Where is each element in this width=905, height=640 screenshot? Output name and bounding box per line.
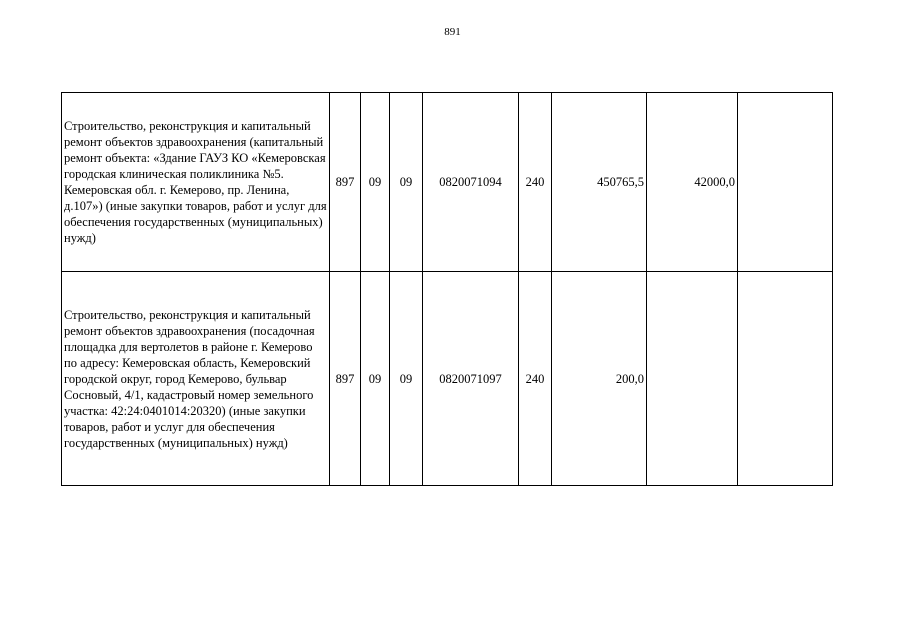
amount-1-cell: 450765,5 (552, 93, 647, 272)
amount-2-cell (647, 272, 738, 486)
expense-type-cell: 240 (519, 93, 552, 272)
expense-name-cell: Строительство, реконструкция и капитальный ремонт объектов здравоохранения (посадочная площадка для вертолетов в районе г. Кемерово по адресу: Кемеровская область, Кемеровский городской округ, город Кемерово, бульвар Сосновый, 4/1, кадастровый номер земельного участка: 42:24:0401014:20320) (иные закупки товаров, работ и услуг для обеспечения государственных (муниципальных) нужд) (62, 272, 330, 486)
table-row (62, 272, 833, 486)
amount-1-cell: 200,0 (552, 272, 647, 486)
expense-type-cell: 240 (519, 272, 552, 486)
subsection-code-cell: 09 (390, 93, 423, 272)
table-row (62, 93, 833, 272)
ministry-code-cell: 897 (330, 93, 361, 272)
expense-name-cell: Строительство, реконструкция и капитальный ремонт объектов здравоохранения (капитальный ремонт объекта: «Здание ГАУЗ КО «Кемеровская городская клиническая поликлиника №5. Кемеровская обл. г. Кемерово, пр. Ленина, д.107») (иные закупки товаров, работ и услуг для обеспечения государственных (муниципальных) нужд) (62, 93, 330, 272)
amount-3-cell (738, 93, 833, 272)
section-code-cell: 09 (361, 93, 390, 272)
page-number: 891 (444, 26, 461, 38)
target-article-cell: 0820071094 (423, 93, 519, 272)
target-article-cell: 0820071097 (423, 272, 519, 486)
amount-3-cell (738, 272, 833, 486)
subsection-code-cell: 09 (390, 272, 423, 486)
budget-table (61, 92, 833, 486)
ministry-code-cell: 897 (330, 272, 361, 486)
section-code-cell: 09 (361, 272, 390, 486)
amount-2-cell: 42000,0 (647, 93, 738, 272)
